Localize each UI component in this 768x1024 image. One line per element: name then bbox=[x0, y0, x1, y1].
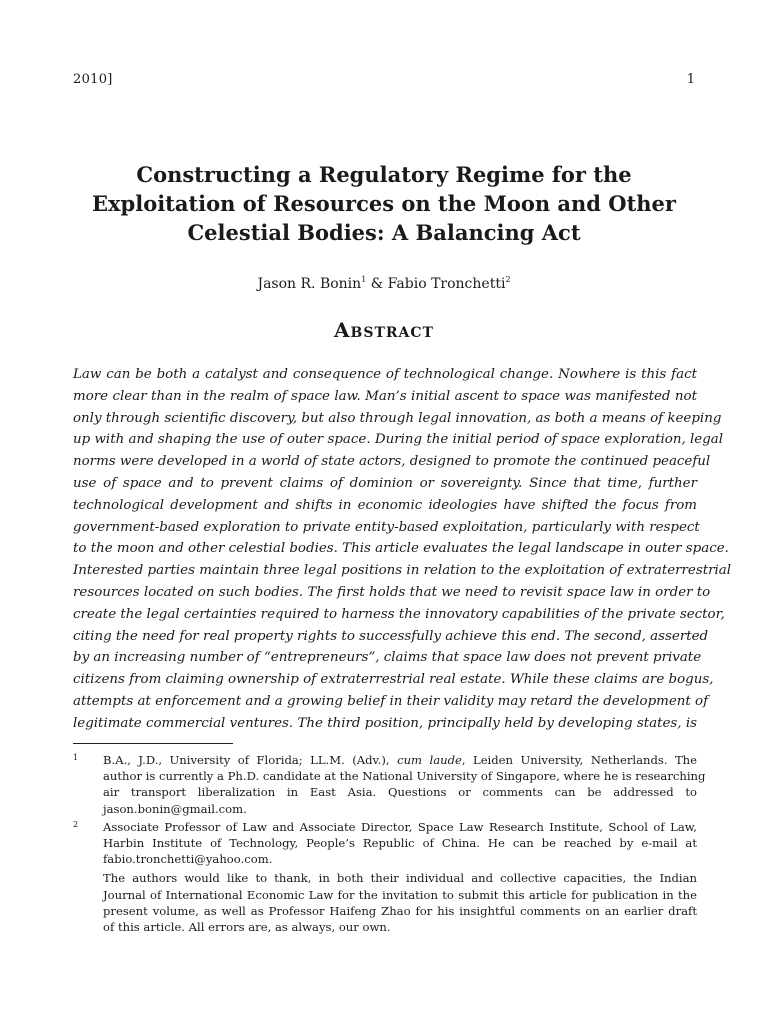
acknowledgement-line: The authors would like to thank, in both their individual and collective capacities, the Indian bbox=[103, 871, 697, 886]
footnote-text bbox=[103, 819, 697, 868]
acknowledgement-line: of this article. All errors are, as always, our own. bbox=[103, 920, 391, 935]
abstract-line: government-based exploration to private entity-based exploitation, particularly with respect bbox=[73, 519, 700, 535]
abstract-line: use of space and to prevent claims of dominion or sovereignty. Since that time, further bbox=[73, 475, 697, 491]
abstract-line: attempts at enforcement and a growing belief in their validity may retard the development of bbox=[73, 693, 709, 709]
running-header: 2010] bbox=[73, 72, 113, 87]
footnotes bbox=[73, 752, 706, 935]
footnote-line: Associate Professor of Law and Associate Director, Space Law Research Institute, School of Law, bbox=[103, 819, 697, 834]
footnote-separator bbox=[73, 743, 233, 744]
page-number: 1 bbox=[686, 72, 695, 87]
footnote-email-link[interactable]: fabio.tronchetti@yahoo.com. bbox=[103, 852, 273, 867]
footnote-number: 1 bbox=[73, 753, 79, 762]
article-title-line: Constructing a Regulatory Regime for the bbox=[136, 162, 632, 187]
article-title bbox=[60, 160, 708, 247]
acknowledgement-line: present volume, as well as Professor Haifeng Zhao for his insightful comments on an earlier draft bbox=[103, 903, 697, 918]
abstract-line: norms were developed in a world of state actors, designed to promote the continued peaceful bbox=[73, 454, 711, 470]
author-name: Fabio Tronchetti bbox=[387, 276, 506, 292]
abstract-line: create the legal certainties required to harness the innovatory capabilities of the private sector, bbox=[73, 606, 725, 622]
article-title-line: Celestial Bodies: A Balancing Act bbox=[187, 220, 581, 245]
abstract-line: only through scientific discovery, but also through legal innovation, as both a means of keeping bbox=[73, 410, 722, 426]
footnote-line: author is currently a Ph.D. candidate at the National University of Singapore, where he is researching bbox=[103, 769, 706, 784]
acknowledgement bbox=[73, 870, 697, 935]
footnote-2 bbox=[73, 819, 697, 868]
footnote-text bbox=[103, 752, 706, 817]
author-name: Jason R. Bonin bbox=[257, 276, 362, 292]
abstract-line: by an increasing number of “entrepreneurs”, claims that space law does not prevent private bbox=[73, 650, 702, 666]
footnote-1 bbox=[73, 752, 706, 817]
footnote-number: 2 bbox=[73, 819, 79, 829]
abstract-line: to the moon and other celestial bodies. This article evaluates the legal landscape in outer space. bbox=[73, 541, 729, 557]
footnote-line: Harbin Institute of Technology, People’s Republic of China. He can be reached by e-mail at bbox=[103, 836, 697, 851]
author-joiner: & bbox=[366, 276, 388, 292]
footnote-marker[interactable]: 2 bbox=[505, 275, 511, 284]
footnote-marker[interactable]: 1 bbox=[361, 275, 367, 284]
abstract-heading: Abstract bbox=[334, 318, 434, 342]
abstract-line: more clear than in the realm of space law. Man’s initial ascent to space was manifested not bbox=[73, 388, 697, 404]
acknowledgement-line: Journal of International Economic Law for the invitation to submit this article for publication in the bbox=[103, 887, 697, 902]
footnote-email-link[interactable]: jason.bonin@gmail.com. bbox=[103, 801, 247, 816]
abstract-line: citizens from claiming ownership of extraterrestrial real estate. While these claims are bogus, bbox=[73, 672, 714, 688]
abstract-text bbox=[73, 364, 732, 735]
abstract-line: Law can be both a catalyst and consequence of technological change. Nowhere is this fact bbox=[73, 367, 697, 382]
abstract-line: up with and shaping the use of outer space. During the initial period of space exploration, legal bbox=[73, 432, 724, 448]
article-title-line: Exploitation of Resources on the Moon and Other bbox=[92, 191, 676, 216]
abstract-line: Interested parties maintain three legal positions in relation to the exploitation of extraterrestrial bbox=[73, 563, 732, 579]
footnote-line: B.A., J.D., University of Florida; LL.M. (Adv.), cum laude, Leiden University, Netherlands. The bbox=[103, 753, 698, 767]
latin-phrase: cum laude bbox=[397, 753, 462, 767]
abstract-line: citing the need for real property rights to successfully achieve this end. The second, asserted bbox=[73, 628, 709, 644]
abstract-line: technological development and shifts in economic ideologies have shifted the focus from bbox=[73, 497, 697, 513]
footnote-line: air transport liberalization in East Asia. Questions or comments can be addressed to bbox=[103, 785, 697, 800]
abstract-line: resources located on such bodies. The first holds that we need to revisit space law in order to bbox=[73, 584, 711, 600]
author-line bbox=[0, 275, 768, 292]
abstract-line: legitimate commercial ventures. The third position, principally held by developing states, is bbox=[73, 715, 697, 731]
